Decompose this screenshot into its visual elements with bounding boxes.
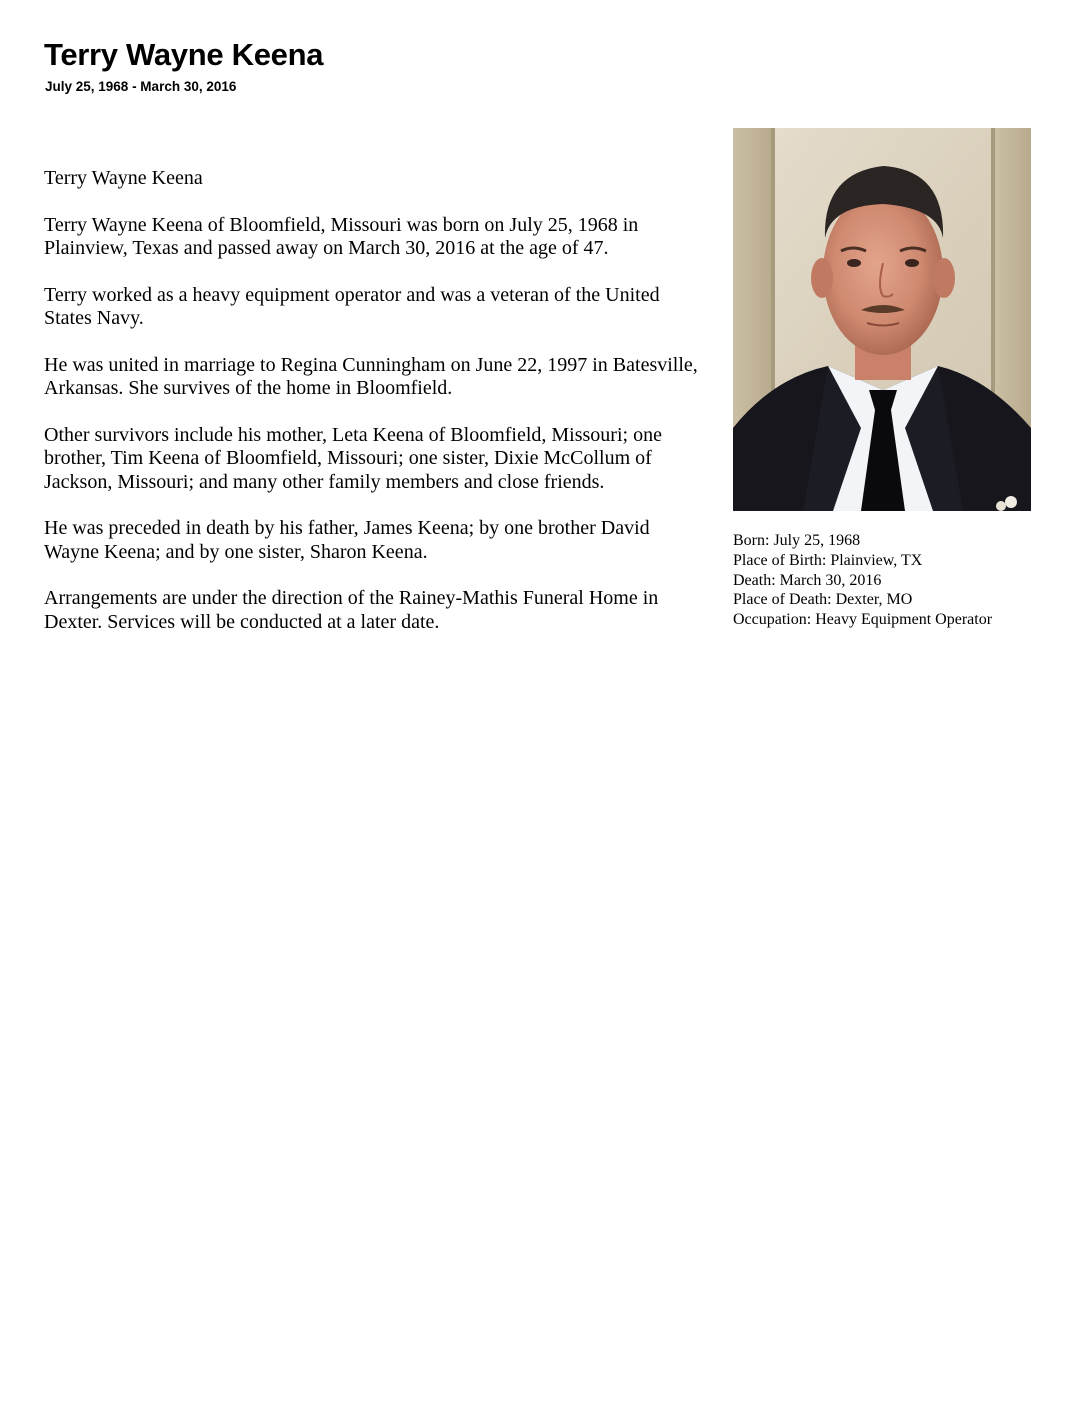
obituary-paragraph-arrangements: Arrangements are under the direction of the Rainey-Mathis Funeral Home in Dexter. Services will be conducted at a later date. xyxy=(44,587,659,633)
fact-occupation: Occupation: Heavy Equipment Operator xyxy=(733,611,993,629)
obituary-paragraph-birth: Terry Wayne Keena of Bloomfield, Missouri was born on July 25, 1968 in Plainview, Texas and passed away on March 30, 2016 at the age of 47. xyxy=(44,213,639,259)
fact-death: Death: March 30, 2016 xyxy=(733,571,882,589)
obituary-paragraph-marriage: He was united in marriage to Regina Cunningham on June 22, 1997 in Batesville, Arkansas. She survives of the home in Bloomfield. xyxy=(44,353,698,399)
fact-birthplace: Place of Birth: Plainview, TX xyxy=(733,551,923,569)
obituary-body xyxy=(44,167,704,657)
obituary-paragraph-survivors: Other survivors include his mother, Leta Keena of Bloomfield, Missouri; one brother, Tim Keena of Bloomfield, Missouri; one sister, Dixie McCollum of Jackson, Missouri; and many other family members and close friends. xyxy=(44,423,662,493)
facts-panel xyxy=(733,531,1063,630)
photo-face xyxy=(823,191,943,355)
portrait-photo xyxy=(733,128,1031,511)
obituary-paragraph-preceded: He was preceded in death by his father, James Keena; by one brother David Wayne Keena; and by one sister, Sharon Keena. xyxy=(44,517,650,563)
obituary-heading: Terry Wayne Keena xyxy=(44,167,203,189)
page-title: Terry Wayne Keena xyxy=(44,37,324,72)
fact-deathplace: Place of Death: Dexter, MO xyxy=(733,591,913,609)
fact-born: Born: July 25, 1968 xyxy=(733,532,861,549)
life-dates: July 25, 1968 - March 30, 2016 xyxy=(45,79,237,94)
obituary-paragraph-career: Terry worked as a heavy equipment operator and was a veteran of the United States Navy. xyxy=(44,283,660,329)
